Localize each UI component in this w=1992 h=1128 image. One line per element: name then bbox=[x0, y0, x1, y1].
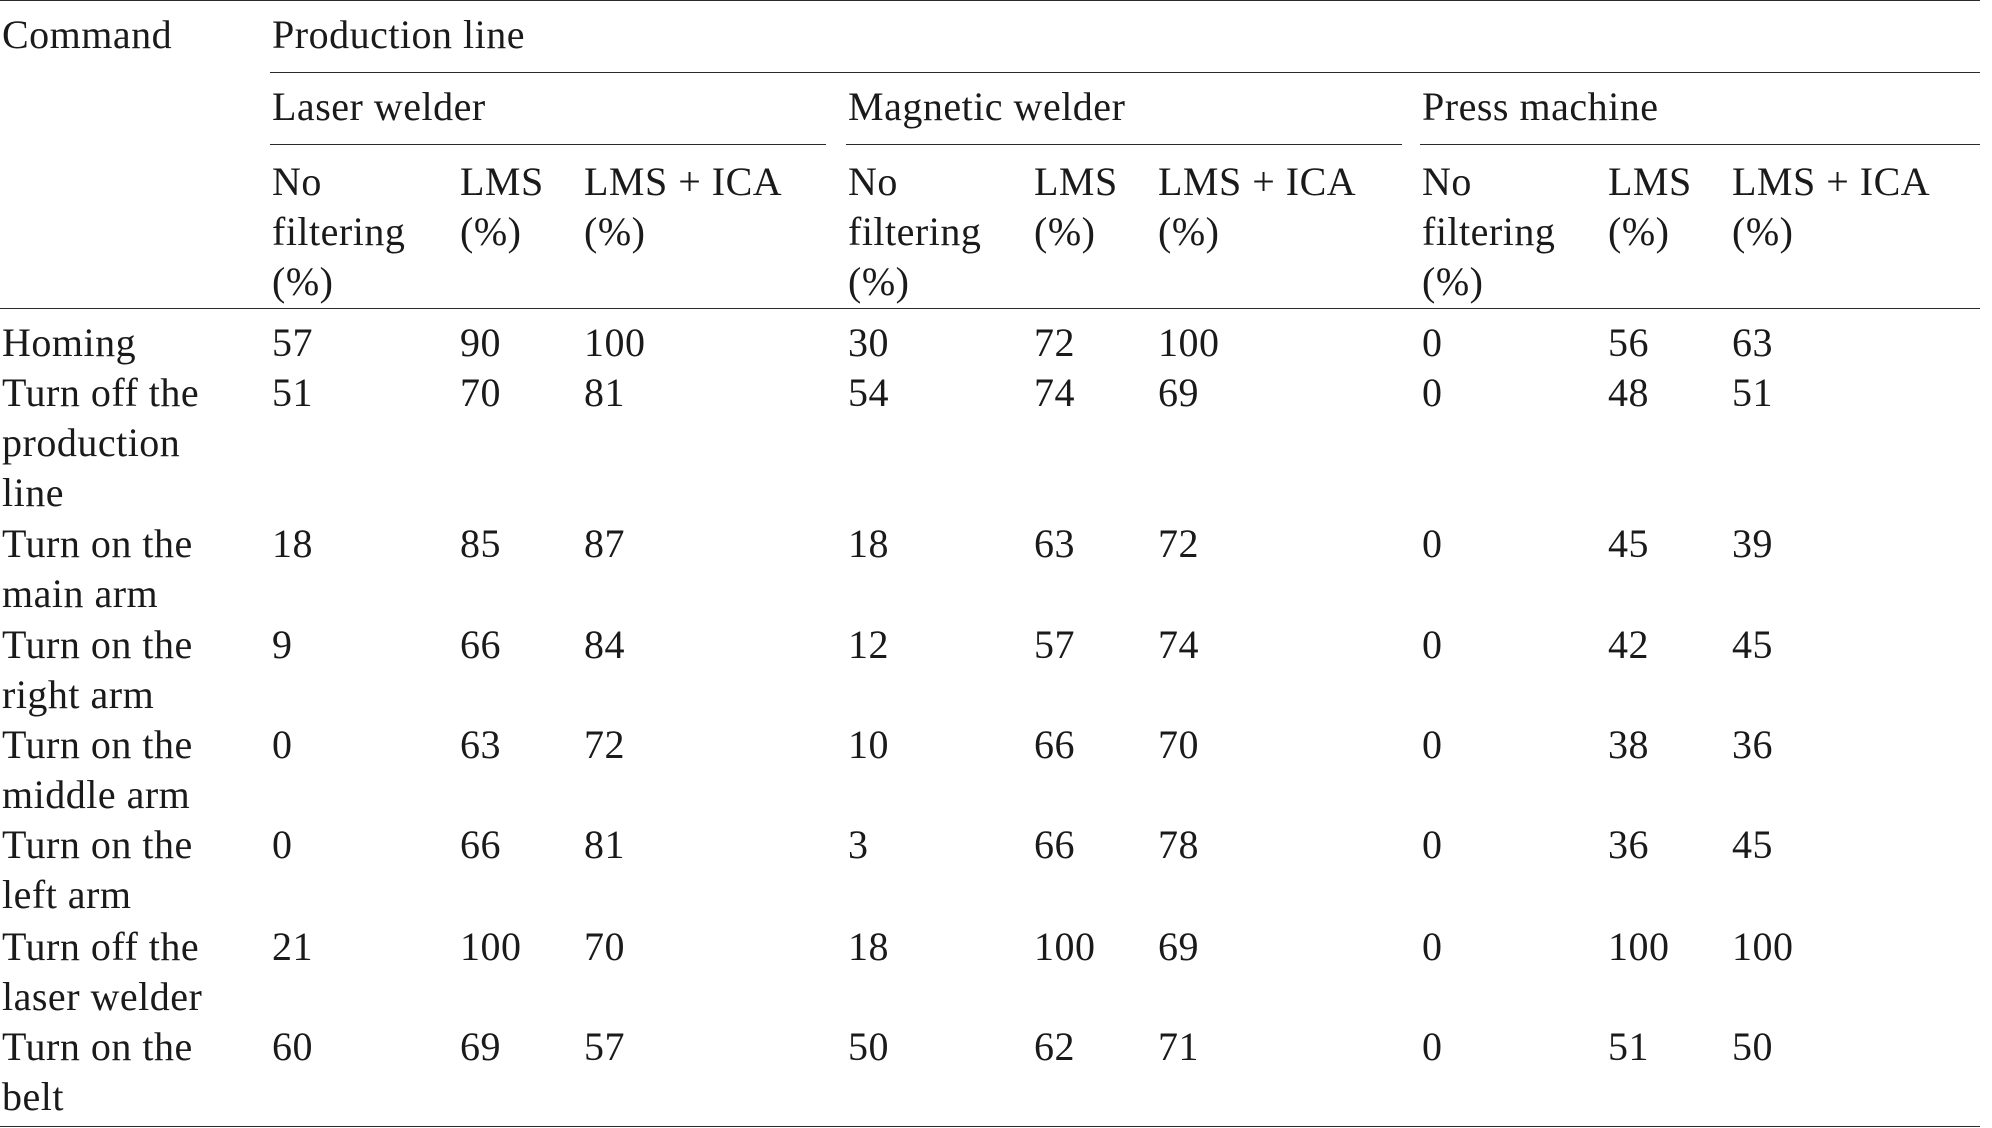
subheader-magnetic-welder-no-filtering: No bbox=[848, 159, 898, 204]
value-cell-magnetic-welder-lms: 74 bbox=[1034, 370, 1075, 415]
subheader-laser-welder-lms: LMS bbox=[460, 159, 544, 204]
value-cell-magnetic-welder-lms: 66 bbox=[1034, 722, 1075, 767]
value-cell-magnetic-welder-lms-ica: 69 bbox=[1158, 370, 1199, 415]
command-cell: Turn on the bbox=[2, 521, 193, 566]
subheader-press-machine-lms: LMS bbox=[1608, 159, 1692, 204]
command-cell: Turn off the bbox=[2, 370, 200, 415]
subheader-press-machine-no-filtering: (%) bbox=[1422, 259, 1484, 304]
value-cell-laser-welder-lms: 85 bbox=[460, 521, 501, 566]
value-cell-laser-welder-no-filtering: 57 bbox=[272, 320, 313, 365]
value-cell-magnetic-welder-lms: 100 bbox=[1034, 924, 1096, 969]
command-cell: belt bbox=[2, 1074, 64, 1119]
command-cell: middle arm bbox=[2, 772, 191, 817]
value-cell-magnetic-welder-lms: 63 bbox=[1034, 521, 1075, 566]
value-cell-laser-welder-lms: 69 bbox=[460, 1024, 501, 1069]
group-rule-press-machine bbox=[1420, 144, 1980, 145]
value-cell-press-machine-lms: 36 bbox=[1608, 822, 1649, 867]
value-cell-laser-welder-lms-ica: 57 bbox=[584, 1024, 625, 1069]
value-cell-magnetic-welder-lms-ica: 69 bbox=[1158, 924, 1199, 969]
value-cell-press-machine-lms-ica: 45 bbox=[1732, 822, 1773, 867]
production-line-rule bbox=[270, 72, 1980, 73]
value-cell-press-machine-lms: 42 bbox=[1608, 622, 1649, 667]
value-cell-laser-welder-no-filtering: 51 bbox=[272, 370, 313, 415]
value-cell-magnetic-welder-no-filtering: 3 bbox=[848, 822, 869, 867]
group-rule-laser-welder bbox=[270, 144, 826, 145]
value-cell-laser-welder-no-filtering: 21 bbox=[272, 924, 313, 969]
value-cell-magnetic-welder-no-filtering: 54 bbox=[848, 370, 889, 415]
command-cell: left arm bbox=[2, 872, 132, 917]
value-cell-press-machine-lms: 100 bbox=[1608, 924, 1670, 969]
value-cell-press-machine-no-filtering: 0 bbox=[1422, 722, 1443, 767]
value-cell-press-machine-lms-ica: 45 bbox=[1732, 622, 1773, 667]
value-cell-laser-welder-no-filtering: 0 bbox=[272, 822, 293, 867]
value-cell-laser-welder-no-filtering: 9 bbox=[272, 622, 293, 667]
production-line-header: Production line bbox=[272, 12, 526, 57]
value-cell-laser-welder-lms: 90 bbox=[460, 320, 501, 365]
value-cell-press-machine-no-filtering: 0 bbox=[1422, 1024, 1443, 1069]
value-cell-laser-welder-lms: 100 bbox=[460, 924, 522, 969]
subheader-press-machine-no-filtering: filtering bbox=[1422, 209, 1556, 254]
value-cell-magnetic-welder-lms-ica: 78 bbox=[1158, 822, 1199, 867]
subheader-press-machine-lms-ica: (%) bbox=[1732, 209, 1794, 254]
subheader-laser-welder-no-filtering: No bbox=[272, 159, 322, 204]
value-cell-laser-welder-lms-ica: 70 bbox=[584, 924, 625, 969]
group-header-laser-welder: Laser welder bbox=[272, 84, 486, 129]
value-cell-laser-welder-lms-ica: 100 bbox=[584, 320, 646, 365]
value-cell-press-machine-no-filtering: 0 bbox=[1422, 370, 1443, 415]
value-cell-magnetic-welder-no-filtering: 10 bbox=[848, 722, 889, 767]
value-cell-magnetic-welder-lms: 72 bbox=[1034, 320, 1075, 365]
value-cell-magnetic-welder-lms-ica: 74 bbox=[1158, 622, 1199, 667]
value-cell-press-machine-lms: 51 bbox=[1608, 1024, 1649, 1069]
value-cell-magnetic-welder-lms: 62 bbox=[1034, 1024, 1075, 1069]
value-cell-magnetic-welder-lms-ica: 72 bbox=[1158, 521, 1199, 566]
value-cell-magnetic-welder-no-filtering: 12 bbox=[848, 622, 889, 667]
value-cell-laser-welder-no-filtering: 18 bbox=[272, 521, 313, 566]
subheader-magnetic-welder-no-filtering: (%) bbox=[848, 259, 910, 304]
value-cell-magnetic-welder-lms: 57 bbox=[1034, 622, 1075, 667]
value-cell-press-machine-lms-ica: 63 bbox=[1732, 320, 1773, 365]
value-cell-press-machine-no-filtering: 0 bbox=[1422, 924, 1443, 969]
command-cell: Turn off the bbox=[2, 924, 200, 969]
value-cell-laser-welder-no-filtering: 60 bbox=[272, 1024, 313, 1069]
value-cell-magnetic-welder-no-filtering: 30 bbox=[848, 320, 889, 365]
command-cell: Turn on the bbox=[2, 822, 193, 867]
command-cell: Turn on the bbox=[2, 622, 193, 667]
value-cell-press-machine-no-filtering: 0 bbox=[1422, 822, 1443, 867]
value-cell-laser-welder-lms-ica: 72 bbox=[584, 722, 625, 767]
subheader-laser-welder-no-filtering: (%) bbox=[272, 259, 334, 304]
subheader-magnetic-welder-lms: (%) bbox=[1034, 209, 1096, 254]
group-rule-magnetic-welder bbox=[846, 144, 1402, 145]
value-cell-laser-welder-lms-ica: 81 bbox=[584, 822, 625, 867]
value-cell-magnetic-welder-no-filtering: 50 bbox=[848, 1024, 889, 1069]
value-cell-press-machine-no-filtering: 0 bbox=[1422, 320, 1443, 365]
value-cell-press-machine-lms-ica: 39 bbox=[1732, 521, 1773, 566]
subheader-laser-welder-lms-ica: LMS + ICA bbox=[584, 159, 783, 204]
subheader-laser-welder-lms-ica: (%) bbox=[584, 209, 646, 254]
value-cell-magnetic-welder-lms-ica: 71 bbox=[1158, 1024, 1199, 1069]
value-cell-press-machine-lms: 48 bbox=[1608, 370, 1649, 415]
value-cell-laser-welder-lms: 66 bbox=[460, 822, 501, 867]
command-cell: right arm bbox=[2, 672, 155, 717]
value-cell-press-machine-lms: 38 bbox=[1608, 722, 1649, 767]
subheader-press-machine-lms: (%) bbox=[1608, 209, 1670, 254]
value-cell-press-machine-no-filtering: 0 bbox=[1422, 622, 1443, 667]
command-cell: line bbox=[2, 470, 64, 515]
header-bottom-rule bbox=[0, 308, 1980, 309]
top-rule bbox=[0, 0, 1980, 1]
command-cell: Turn on the bbox=[2, 722, 193, 767]
value-cell-press-machine-no-filtering: 0 bbox=[1422, 521, 1443, 566]
value-cell-magnetic-welder-no-filtering: 18 bbox=[848, 924, 889, 969]
value-cell-magnetic-welder-lms: 66 bbox=[1034, 822, 1075, 867]
value-cell-magnetic-welder-no-filtering: 18 bbox=[848, 521, 889, 566]
value-cell-magnetic-welder-lms-ica: 70 bbox=[1158, 722, 1199, 767]
subheader-press-machine-no-filtering: No bbox=[1422, 159, 1472, 204]
value-cell-laser-welder-lms: 63 bbox=[460, 722, 501, 767]
subheader-magnetic-welder-lms-ica: LMS + ICA bbox=[1158, 159, 1357, 204]
value-cell-press-machine-lms: 56 bbox=[1608, 320, 1649, 365]
command-cell: laser welder bbox=[2, 974, 203, 1019]
value-cell-laser-welder-lms: 70 bbox=[460, 370, 501, 415]
value-cell-laser-welder-lms-ica: 87 bbox=[584, 521, 625, 566]
value-cell-laser-welder-lms-ica: 81 bbox=[584, 370, 625, 415]
value-cell-laser-welder-lms: 66 bbox=[460, 622, 501, 667]
bottom-rule bbox=[0, 1126, 1980, 1127]
value-cell-laser-welder-lms-ica: 84 bbox=[584, 622, 625, 667]
subheader-press-machine-lms-ica: LMS + ICA bbox=[1732, 159, 1931, 204]
command-cell: production bbox=[2, 420, 181, 465]
subheader-magnetic-welder-lms: LMS bbox=[1034, 159, 1118, 204]
command-cell: Turn on the bbox=[2, 1024, 193, 1069]
subheader-laser-welder-lms: (%) bbox=[460, 209, 522, 254]
value-cell-laser-welder-no-filtering: 0 bbox=[272, 722, 293, 767]
command-cell: Homing bbox=[2, 320, 137, 365]
value-cell-press-machine-lms-ica: 36 bbox=[1732, 722, 1773, 767]
value-cell-press-machine-lms: 45 bbox=[1608, 521, 1649, 566]
group-header-magnetic-welder: Magnetic welder bbox=[848, 84, 1126, 129]
group-header-press-machine: Press machine bbox=[1422, 84, 1659, 129]
value-cell-press-machine-lms-ica: 100 bbox=[1732, 924, 1794, 969]
value-cell-press-machine-lms-ica: 51 bbox=[1732, 370, 1773, 415]
command-cell: main arm bbox=[2, 571, 159, 616]
subheader-magnetic-welder-lms-ica: (%) bbox=[1158, 209, 1220, 254]
value-cell-magnetic-welder-lms-ica: 100 bbox=[1158, 320, 1220, 365]
value-cell-press-machine-lms-ica: 50 bbox=[1732, 1024, 1773, 1069]
subheader-laser-welder-no-filtering: filtering bbox=[272, 209, 406, 254]
subheader-magnetic-welder-no-filtering: filtering bbox=[848, 209, 982, 254]
command-header: Command bbox=[2, 12, 173, 57]
